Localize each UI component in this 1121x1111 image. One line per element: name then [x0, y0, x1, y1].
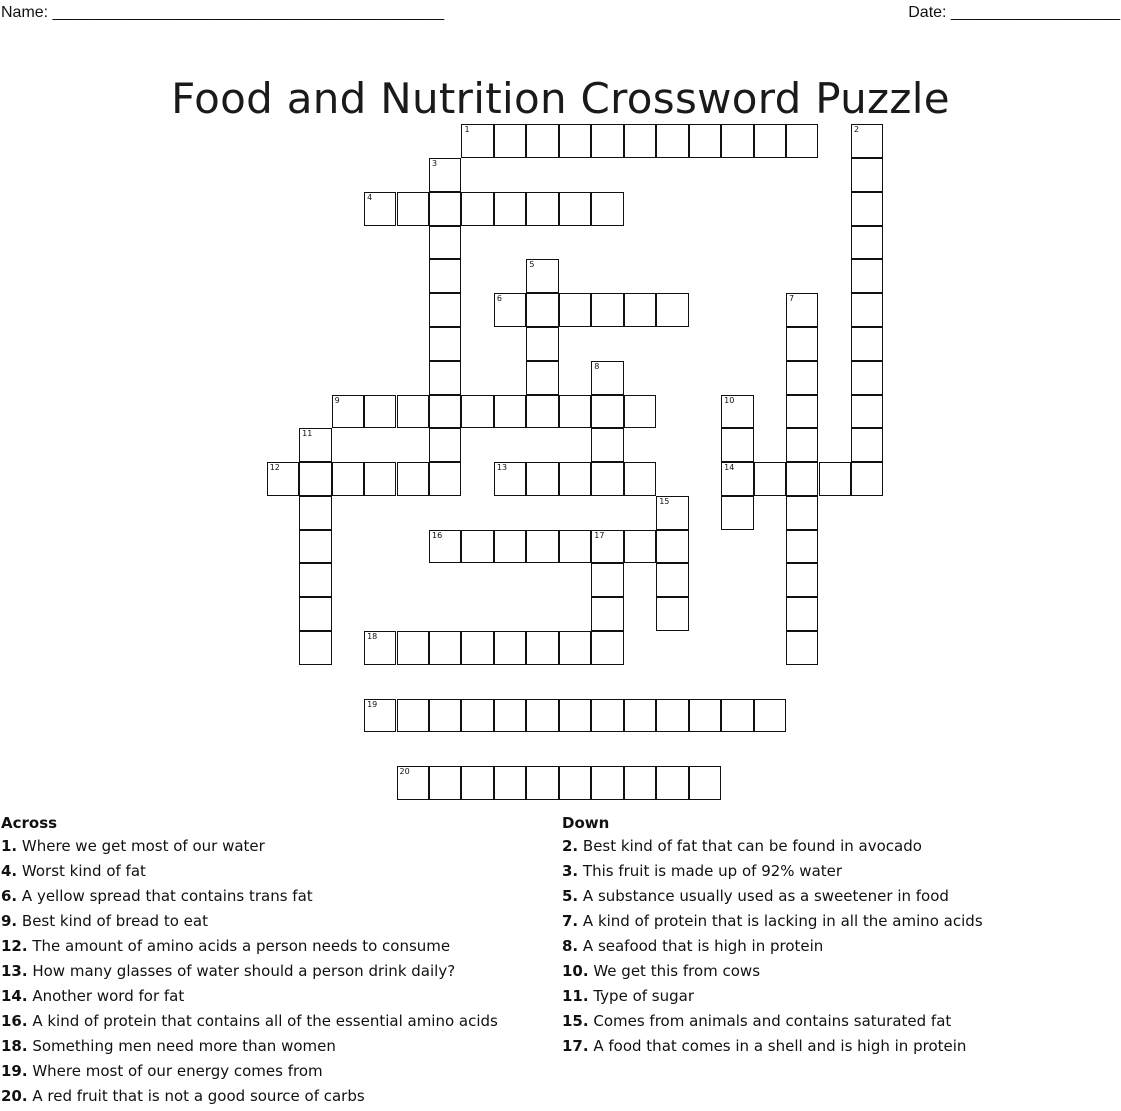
clue-number-label: 6. [1, 887, 18, 905]
clue-number: 16 [432, 530, 443, 540]
grid-cell[interactable] [624, 530, 656, 564]
grid-cell[interactable] [364, 462, 396, 496]
grid-cell[interactable] [526, 395, 558, 429]
grid-cell[interactable] [364, 395, 396, 429]
clue-number: 20 [399, 767, 410, 777]
grid-cell[interactable] [299, 563, 331, 597]
grid-cell[interactable] [397, 462, 429, 496]
clue-number-label: 7. [562, 912, 579, 930]
grid-cell[interactable] [494, 395, 526, 429]
grid-cell[interactable] [591, 766, 623, 800]
grid-cell[interactable] [754, 124, 786, 158]
across-clue [1, 1034, 498, 1059]
clue-text: We get this from cows [588, 962, 761, 980]
grid-cell[interactable] [721, 395, 753, 429]
grid-cell[interactable] [851, 158, 883, 192]
grid-cell[interactable] [786, 293, 818, 327]
grid-cell[interactable] [786, 597, 818, 631]
grid-cell[interactable] [494, 293, 526, 327]
clue-number: 1 [464, 125, 470, 135]
grid-cell[interactable] [267, 462, 299, 496]
clue-number-label: 9. [1, 912, 18, 930]
clue-number-label: 16. [1, 1012, 28, 1030]
grid-cell[interactable] [689, 766, 721, 800]
grid-cell[interactable] [299, 631, 331, 665]
grid-cell[interactable] [397, 699, 429, 733]
clue-number-label: 15. [562, 1012, 589, 1030]
across-clues [1, 812, 498, 1109]
clue-text: Best kind of fat that can be found in avocado [578, 837, 922, 855]
grid-cell[interactable] [299, 597, 331, 631]
grid-cell[interactable] [786, 124, 818, 158]
grid-cell[interactable] [494, 631, 526, 665]
grid-cell[interactable] [429, 158, 461, 192]
clue-number-label: 13. [1, 962, 28, 980]
grid-cell[interactable] [754, 699, 786, 733]
grid-cell[interactable] [721, 124, 753, 158]
down-clue [562, 984, 983, 1009]
grid-cell[interactable] [851, 259, 883, 293]
across-clue [1, 859, 498, 884]
clue-number: 14 [724, 463, 735, 473]
grid-cell[interactable] [786, 530, 818, 564]
clue-number-label: 3. [562, 862, 579, 880]
clue-number-label: 5. [562, 887, 579, 905]
clue-number-label: 20. [1, 1087, 28, 1105]
clue-text: Something men need more than women [27, 1037, 336, 1055]
grid-cell[interactable] [721, 428, 753, 462]
grid-cell[interactable] [624, 766, 656, 800]
grid-cell[interactable] [851, 226, 883, 260]
clue-text: A food that comes in a shell and is high in protein [588, 1037, 967, 1055]
clue-number-label: 8. [562, 937, 579, 955]
grid-cell[interactable] [689, 124, 721, 158]
clue-number-label: 18. [1, 1037, 28, 1055]
clue-number: 15 [659, 496, 670, 506]
across-clue [1, 1009, 498, 1034]
grid-cell[interactable] [754, 462, 786, 496]
grid-cell[interactable] [624, 462, 656, 496]
clue-number: 19 [367, 699, 378, 709]
grid-cell[interactable] [332, 395, 364, 429]
date-field: Date: ___________________ [908, 4, 1120, 21]
grid-cell[interactable] [429, 462, 461, 496]
clue-number: 17 [594, 530, 605, 540]
grid-cell[interactable] [299, 462, 331, 496]
grid-cell[interactable] [591, 563, 623, 597]
down-clue [562, 884, 983, 909]
grid-cell[interactable] [526, 361, 558, 395]
grid-cell[interactable] [656, 530, 688, 564]
clue-number-label: 12. [1, 937, 28, 955]
grid-cell[interactable] [526, 192, 558, 226]
clue-number: 3 [432, 159, 438, 169]
clue-text: Another word for fat [27, 987, 185, 1005]
grid-cell[interactable] [494, 462, 526, 496]
clue-number: 7 [789, 294, 795, 304]
grid-cell[interactable] [429, 699, 461, 733]
down-clue [562, 1034, 983, 1059]
clue-text: A red fruit that is not a good source of carbs [27, 1087, 365, 1105]
clue-number-label: 4. [1, 862, 18, 880]
grid-cell[interactable] [656, 124, 688, 158]
grid-cell[interactable] [429, 631, 461, 665]
grid-cell[interactable] [786, 327, 818, 361]
grid-cell[interactable] [656, 766, 688, 800]
grid-cell[interactable] [851, 361, 883, 395]
clue-text: The amount of amino acids a person needs to consume [27, 937, 451, 955]
grid-cell[interactable] [851, 293, 883, 327]
clue-text: Worst kind of fat [17, 862, 146, 880]
clue-number: 6 [496, 294, 502, 304]
grid-cell[interactable] [559, 631, 591, 665]
clue-text: Type of sugar [588, 987, 694, 1005]
grid-cell[interactable] [559, 699, 591, 733]
across-clue-list [1, 834, 498, 1109]
grid-cell[interactable] [559, 766, 591, 800]
grid-cell[interactable] [591, 631, 623, 665]
across-heading: Across [1, 814, 58, 832]
grid-cell[interactable] [461, 631, 493, 665]
grid-cell[interactable] [786, 428, 818, 462]
grid-cell[interactable] [591, 395, 623, 429]
grid-cell[interactable] [786, 631, 818, 665]
grid-cell[interactable] [624, 293, 656, 327]
down-clue [562, 859, 983, 884]
clue-number: 8 [594, 361, 600, 371]
across-clue [1, 884, 498, 909]
grid-cell[interactable] [656, 563, 688, 597]
grid-cell[interactable] [721, 699, 753, 733]
clue-text: Where most of our energy comes from [27, 1062, 323, 1080]
grid-cell[interactable] [429, 530, 461, 564]
grid-cell[interactable] [429, 361, 461, 395]
grid-cell[interactable] [299, 428, 331, 462]
clue-number-label: 14. [1, 987, 28, 1005]
grid-cell[interactable] [397, 395, 429, 429]
grid-cell[interactable] [461, 395, 493, 429]
grid-cell[interactable] [786, 395, 818, 429]
grid-cell[interactable] [559, 124, 591, 158]
grid-cell[interactable] [689, 699, 721, 733]
grid-cell[interactable] [591, 462, 623, 496]
grid-cell[interactable] [656, 597, 688, 631]
across-clue [1, 834, 498, 859]
down-heading: Down [562, 814, 610, 832]
clue-number: 11 [302, 429, 313, 439]
grid-cell[interactable] [559, 192, 591, 226]
grid-cell[interactable] [721, 496, 753, 530]
grid-cell[interactable] [591, 597, 623, 631]
clue-text: This fruit is made up of 92% water [578, 862, 843, 880]
grid-cell[interactable] [591, 124, 623, 158]
grid-cell[interactable] [461, 124, 493, 158]
clue-number: 5 [529, 260, 535, 270]
across-clue [1, 984, 498, 1009]
grid-cell[interactable] [591, 530, 623, 564]
grid-cell[interactable] [526, 462, 558, 496]
clue-text: Comes from animals and contains saturated fat [588, 1012, 952, 1030]
grid-cell[interactable] [591, 699, 623, 733]
clue-number: 12 [269, 463, 280, 473]
grid-cell[interactable] [397, 192, 429, 226]
grid-cell[interactable] [591, 192, 623, 226]
grid-cell[interactable] [624, 124, 656, 158]
clue-number-label: 11. [562, 987, 589, 1005]
grid-cell[interactable] [429, 395, 461, 429]
clue-text: A yellow spread that contains trans fat [17, 887, 313, 905]
down-clue [562, 834, 983, 859]
grid-cell[interactable] [461, 699, 493, 733]
grid-cell[interactable] [429, 259, 461, 293]
clue-number: 10 [724, 395, 735, 405]
down-clue [562, 1009, 983, 1034]
grid-cell[interactable] [851, 327, 883, 361]
clue-text: A kind of protein that contains all of the essential amino acids [27, 1012, 498, 1030]
grid-cell[interactable] [461, 766, 493, 800]
grid-cell[interactable] [526, 530, 558, 564]
grid-cell[interactable] [526, 124, 558, 158]
grid-cell[interactable] [397, 766, 429, 800]
across-clue [1, 1059, 498, 1084]
grid-cell[interactable] [591, 361, 623, 395]
clue-text: A substance usually used as a sweetener in food [578, 887, 949, 905]
grid-cell[interactable] [721, 462, 753, 496]
across-clue [1, 934, 498, 959]
grid-cell[interactable] [461, 192, 493, 226]
grid-cell[interactable] [559, 395, 591, 429]
grid-cell[interactable] [526, 631, 558, 665]
grid-cell[interactable] [851, 395, 883, 429]
clue-text: A seafood that is high in protein [578, 937, 824, 955]
grid-cell[interactable] [786, 462, 818, 496]
grid-cell[interactable] [559, 462, 591, 496]
clue-number: 2 [853, 125, 860, 135]
grid-cell[interactable] [786, 496, 818, 530]
grid-cell[interactable] [429, 766, 461, 800]
grid-cell[interactable] [429, 192, 461, 226]
grid-cell[interactable] [494, 124, 526, 158]
down-clue-list [562, 834, 983, 1059]
grid-cell[interactable] [591, 293, 623, 327]
grid-cell[interactable] [656, 293, 688, 327]
clue-number: 9 [334, 395, 340, 405]
grid-cell[interactable] [559, 530, 591, 564]
grid-cell[interactable] [299, 530, 331, 564]
grid-cell[interactable] [429, 428, 461, 462]
grid-cell[interactable] [656, 699, 688, 733]
grid-cell[interactable] [526, 293, 558, 327]
down-clue [562, 934, 983, 959]
grid-cell[interactable] [851, 124, 883, 158]
grid-cell[interactable] [429, 293, 461, 327]
grid-cell[interactable] [299, 496, 331, 530]
clue-number: 13 [496, 463, 508, 473]
name-field: Name: ____________________________________________ [1, 4, 445, 21]
grid-cell[interactable] [494, 530, 526, 564]
grid-cell[interactable] [624, 395, 656, 429]
grid-cell[interactable] [851, 428, 883, 462]
grid-cell[interactable] [429, 226, 461, 260]
clue-text: A kind of protein that is lacking in all the amino acids [578, 912, 983, 930]
clue-text: Where we get most of our water [17, 837, 265, 855]
clue-number: 4 [367, 192, 373, 202]
grid-cell[interactable] [526, 259, 558, 293]
grid-cell[interactable] [429, 327, 461, 361]
grid-cell[interactable] [364, 631, 396, 665]
clue-number-label: 10. [562, 962, 589, 980]
grid-cell[interactable] [526, 699, 558, 733]
grid-cell[interactable] [526, 766, 558, 800]
grid-cell[interactable] [494, 699, 526, 733]
down-clue [562, 909, 983, 934]
page-title: Food and Nutrition Crossword Puzzle [171, 74, 950, 124]
grid-cell[interactable] [851, 462, 883, 496]
grid-cell[interactable] [364, 699, 396, 733]
grid-cell[interactable] [494, 766, 526, 800]
grid-cell[interactable] [364, 192, 396, 226]
grid-cell[interactable] [819, 462, 851, 496]
clue-number: 18 [367, 632, 378, 641]
clue-text: Best kind of bread to eat [17, 912, 208, 930]
grid-cell[interactable] [656, 496, 688, 530]
grid-cell[interactable] [559, 293, 591, 327]
clue-text: How many glasses of water should a person drink daily? [27, 962, 456, 980]
down-clue [562, 959, 983, 984]
grid-cell[interactable] [526, 327, 558, 361]
grid-cell[interactable] [851, 192, 883, 226]
grid-cell[interactable] [494, 192, 526, 226]
grid-cell[interactable] [591, 428, 623, 462]
across-clue [1, 1084, 498, 1109]
clue-number-label: 2. [562, 837, 579, 855]
clue-number-label: 17. [562, 1037, 589, 1055]
grid-cell[interactable] [332, 462, 364, 496]
across-clue [1, 959, 498, 984]
across-clue [1, 909, 498, 934]
grid-cell[interactable] [624, 699, 656, 733]
grid-cell[interactable] [786, 361, 818, 395]
grid-cell[interactable] [461, 530, 493, 564]
clue-number-label: 1. [1, 837, 18, 855]
down-clues [562, 812, 983, 1059]
grid-cell[interactable] [786, 563, 818, 597]
clue-number-label: 19. [1, 1062, 28, 1080]
grid-cell[interactable] [397, 631, 429, 665]
